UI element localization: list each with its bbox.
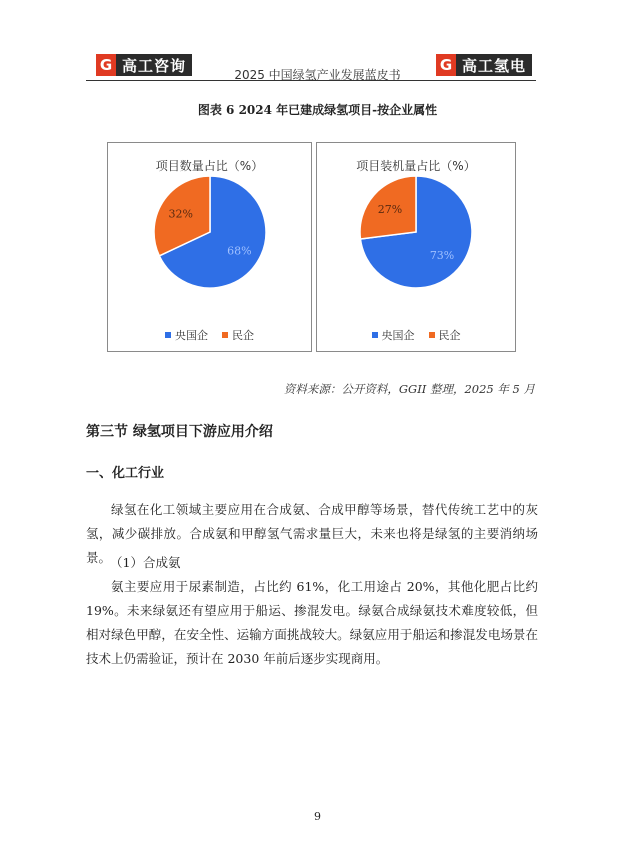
chart-title: 项目装机量占比（%） — [356, 159, 476, 173]
pie-chart-svg — [317, 143, 515, 351]
figure-source: 资料来源：公开资料，GGII 整理，2025 年 5 月 — [283, 382, 535, 396]
legend-item-private — [222, 327, 254, 343]
logo-text: 高工咨询 — [116, 54, 192, 76]
logo-g-mark: G — [96, 54, 116, 76]
paragraph-ammonia: 氨主要应用于尿素制造，占比约 61%，化工用途占 20%，其他化肥占比约 19%。未来绿氨还有望应用于船运、掺混发电。绿氨合成绿氨技术难度较低，但相对绿色甲醇，在安全性、运输方面挑战较大。绿氨应用于船运和掺混发电场景在技术上仍需验证，预计在 2030 年前后逐步实现商用。 — [86, 579, 538, 666]
pie-data-label: 73% — [429, 248, 455, 262]
page-number: 9 — [314, 810, 321, 823]
legend-swatch — [222, 332, 228, 338]
logo-text: 高工氢电 — [456, 54, 532, 76]
legend-swatch — [372, 332, 378, 338]
legend-item-soe — [372, 327, 415, 343]
header-divider — [86, 80, 536, 81]
chart-legend — [317, 327, 515, 343]
figure-title: 图表 6 2024 年已建成绿氢项目-按企业属性 — [197, 103, 438, 117]
pie-chart-project-count — [107, 142, 312, 352]
gaogong-hydrogen-logo — [436, 54, 532, 76]
pie-data-label: 27% — [377, 203, 403, 217]
header-title: 2025 中国绿氢产业发展蓝皮书 — [234, 68, 401, 82]
pie-chart-installed-capacity — [316, 142, 516, 352]
legend-label: 民企 — [438, 329, 461, 342]
chart-legend — [108, 327, 311, 343]
legend-label: 央国企 — [381, 329, 415, 342]
pie-data-label: 68% — [227, 244, 252, 258]
legend-item-soe — [165, 327, 208, 343]
pie-chart-svg — [108, 143, 311, 351]
pie-data-label: 32% — [168, 207, 193, 221]
legend-label: 央国企 — [175, 329, 208, 342]
item-title: （1）合成氨 — [110, 555, 181, 570]
chart-title: 项目数量占比（%） — [155, 159, 264, 173]
legend-swatch — [165, 332, 171, 338]
paragraph-intro: 绿氢在化工领域主要应用在合成氨、合成甲醇等场景，替代传统工艺中的灰氢，减少碳排放。合成氨和甲醇氢气需求量巨大，未来也将是绿氢的主要消纳场景。 — [86, 502, 538, 565]
section-title: 第三节 绿氢项目下游应用介绍 — [86, 424, 273, 440]
logo-g-mark: G — [436, 54, 456, 76]
subsection-title: 一、化工行业 — [86, 466, 165, 481]
legend-swatch — [429, 332, 435, 338]
legend-label: 民企 — [232, 329, 254, 342]
legend-item-private — [429, 327, 461, 343]
